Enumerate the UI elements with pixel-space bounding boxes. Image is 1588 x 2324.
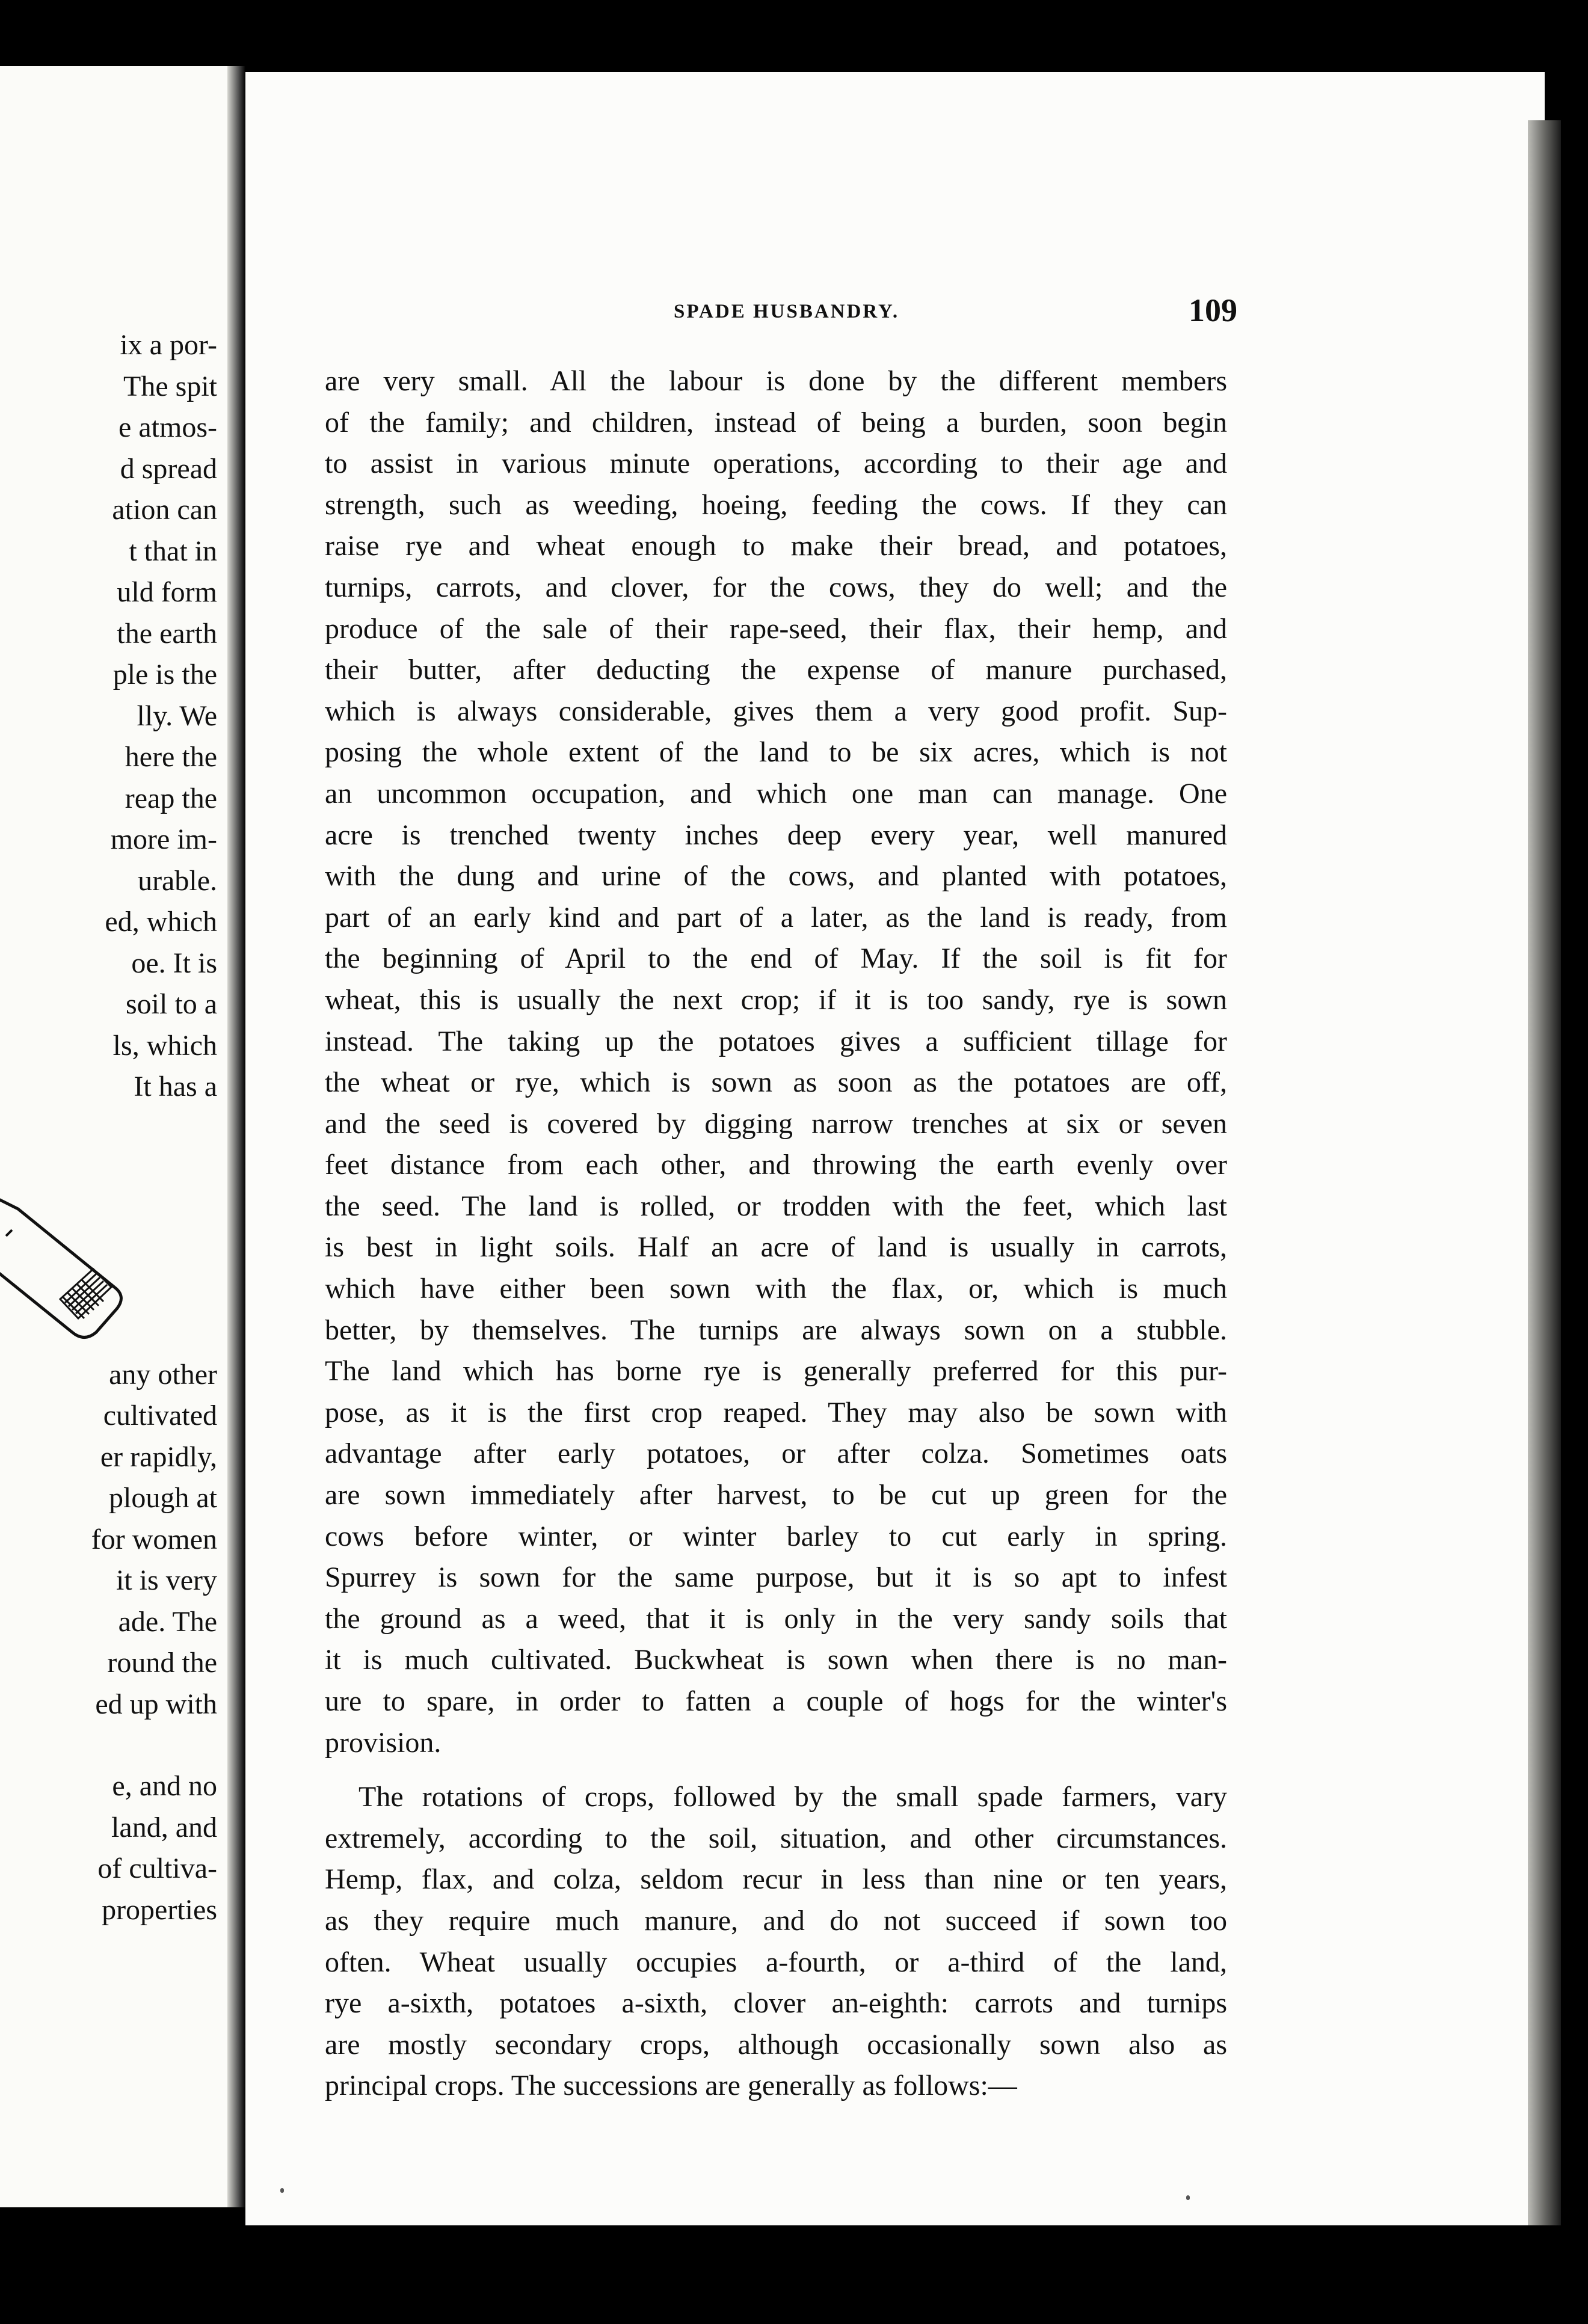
previous-page-lines-top [13,325,217,1108]
text-line: are sown immediately after harvest, to be cut up green for the [325,1479,1227,1511]
text-line: instead. The taking up the potatoes gives a sufficient tillage for [325,1025,1227,1057]
text-line: plough at [109,1482,217,1514]
text-line: The spit [123,370,217,402]
text-line: d spread [120,452,217,485]
text-line: Hemp, flax, and colza, seldom recur in less than nine or ten years, [325,1863,1227,1896]
text-line: The rotations of crops, followed by the small spade farmers, vary [359,1781,1227,1813]
text-line: provision. [325,1726,442,1759]
text-line: posing the whole extent of the land to be six acres, which is not [325,736,1227,769]
paragraph-2 [325,1777,1227,2107]
text-line: of cultiva- [97,1852,217,1884]
text-line: of the family; and children, instead of being a burden, soon begin [325,406,1227,438]
text-line: which have either been sown with the flax, or, which is much [325,1273,1227,1305]
text-line: to assist in various minute operations, according to their age and [325,447,1227,480]
text-line: is best in light soils. Half an acre of land is usually in carrots, [325,1231,1227,1264]
text-line: properties [102,1893,217,1926]
text-line: as they require much manure, and do not succeed if sown too [325,1904,1227,1937]
text-line: lly. We [137,699,217,732]
text-line: ure to spare, in order to fatten a couple of hogs for the winter's [325,1685,1227,1717]
text-line: round the [107,1647,217,1679]
page-number: 109 [1189,292,1237,328]
text-line: feet distance from each other, and throwing the earth evenly over [325,1149,1227,1181]
paragraph-gap [325,1763,1227,1777]
text-line: ade. The [118,1605,217,1638]
text-line: ls, which [112,1029,217,1062]
text-line: acre is trenched twenty inches deep every year, well manured [325,819,1227,851]
text-line: raise rye and wheat enough to make their bread, and potatoes, [325,530,1227,562]
running-head: SPADE HUSBANDRY. [674,301,900,322]
text-line: which is always considerable, gives them a very good profit. Sup- [325,695,1227,727]
text-line: are very small. All the labour is done by the different members [325,365,1227,397]
text-line: their butter, after deducting the expense of manure purchased, [325,654,1227,686]
text-line: Spurrey is sown for the same purpose, but it is so apt to infest [325,1561,1227,1594]
text-line: pose, as it is the first crop reaped. They may also be sown with [325,1396,1227,1428]
text-line: better, by themselves. The turnips are always sown on a stubble. [325,1314,1227,1346]
spade-illustration [0,1185,132,1365]
text-line: often. Wheat usually occupies a-fourth, or a-third of the land, [325,1946,1227,1978]
text-line: The land which has borne rye is generally preferred for this pur- [325,1355,1227,1388]
page-edge-shadow [1528,120,1561,2225]
page-speck [280,2188,284,2193]
text-line: ed up with [95,1688,217,1720]
text-line: e atmos- [118,411,217,443]
page-gutter [227,66,245,2207]
text-line: e, and no [112,1770,217,1802]
text-line: strength, such as weeding, hoeing, feeding the cows. If they can [325,488,1227,521]
text-line: t that in [129,535,217,567]
previous-page-lines-bottom [13,1766,217,1931]
text-line: more im- [110,823,217,855]
text-line: ation can [112,494,217,526]
text-line: ple is the [112,659,217,690]
text-line: ix a por- [120,329,217,361]
text-line: uld form [117,576,217,608]
previous-page-lines-middle [13,1354,217,1726]
page-speck [1186,2195,1190,2200]
text-line: It has a [134,1071,217,1102]
text-line: principal crops. The successions are generally as follows:— [325,2070,1017,2102]
text-line: and the seed is covered by digging narrow trenches at six or seven [325,1107,1227,1140]
text-line: part of an early kind and part of a later, as the land is ready, from [325,901,1227,933]
text-line: ed, which [105,906,217,938]
text-line: turnips, carrots, and clover, for the cows, they do well; and the [325,571,1227,603]
text-line: the earth [117,617,217,650]
text-line: the seed. The land is rolled, or trodden with the feet, which last [325,1190,1227,1222]
text-line: any other [109,1358,217,1391]
text-line: rye a-sixth, potatoes a-sixth, clover an-eighth: carrots and turnips [325,1987,1227,2020]
text-line: an uncommon occupation, and which one man can manage. One [325,777,1227,810]
text-line: extremely, according to the soil, situation, and other circumstances. [325,1822,1227,1854]
text-line: with the dung and urine of the cows, and planted with potatoes, [325,860,1227,893]
text-line: reap the [125,782,217,814]
text-line: oe. It is [131,947,217,979]
text-line: the beginning of April to the end of May. If the soil is fit for [325,942,1227,975]
paragraph-gap [13,1725,217,1766]
text-line: here the [125,741,217,773]
text-line: it is much cultivated. Buckwheat is sown when there is no man- [325,1644,1227,1676]
text-line: cows before winter, or winter barley to cut early in spring. [325,1520,1227,1552]
text-line: produce of the sale of their rape-seed, their flax, their hemp, and [325,612,1227,645]
text-line: it is very [116,1564,217,1596]
text-line: land, and [111,1811,217,1843]
previous-page-text [13,325,217,1931]
previous-page [0,66,238,2207]
body-text [325,361,1227,2107]
text-line: cultivated [103,1400,217,1431]
paragraph-1 [325,361,1227,1763]
text-line: for women [91,1523,217,1555]
text-line: the ground as a weed, that it is only in the very sandy soils that [325,1602,1227,1635]
text-line: er rapidly, [100,1440,217,1473]
text-line: wheat, this is usually the next crop; if it is too sandy, rye is sown [325,983,1227,1016]
text-line: the wheat or rye, which is sown as soon as the potatoes are off, [325,1066,1227,1099]
text-line: advantage after early potatoes, or after colza. Sometimes oats [325,1437,1227,1470]
text-line: are mostly secondary crops, although occasionally sown also as [325,2028,1227,2061]
text-line: soil to a [126,988,217,1020]
text-line: urable. [138,864,217,897]
